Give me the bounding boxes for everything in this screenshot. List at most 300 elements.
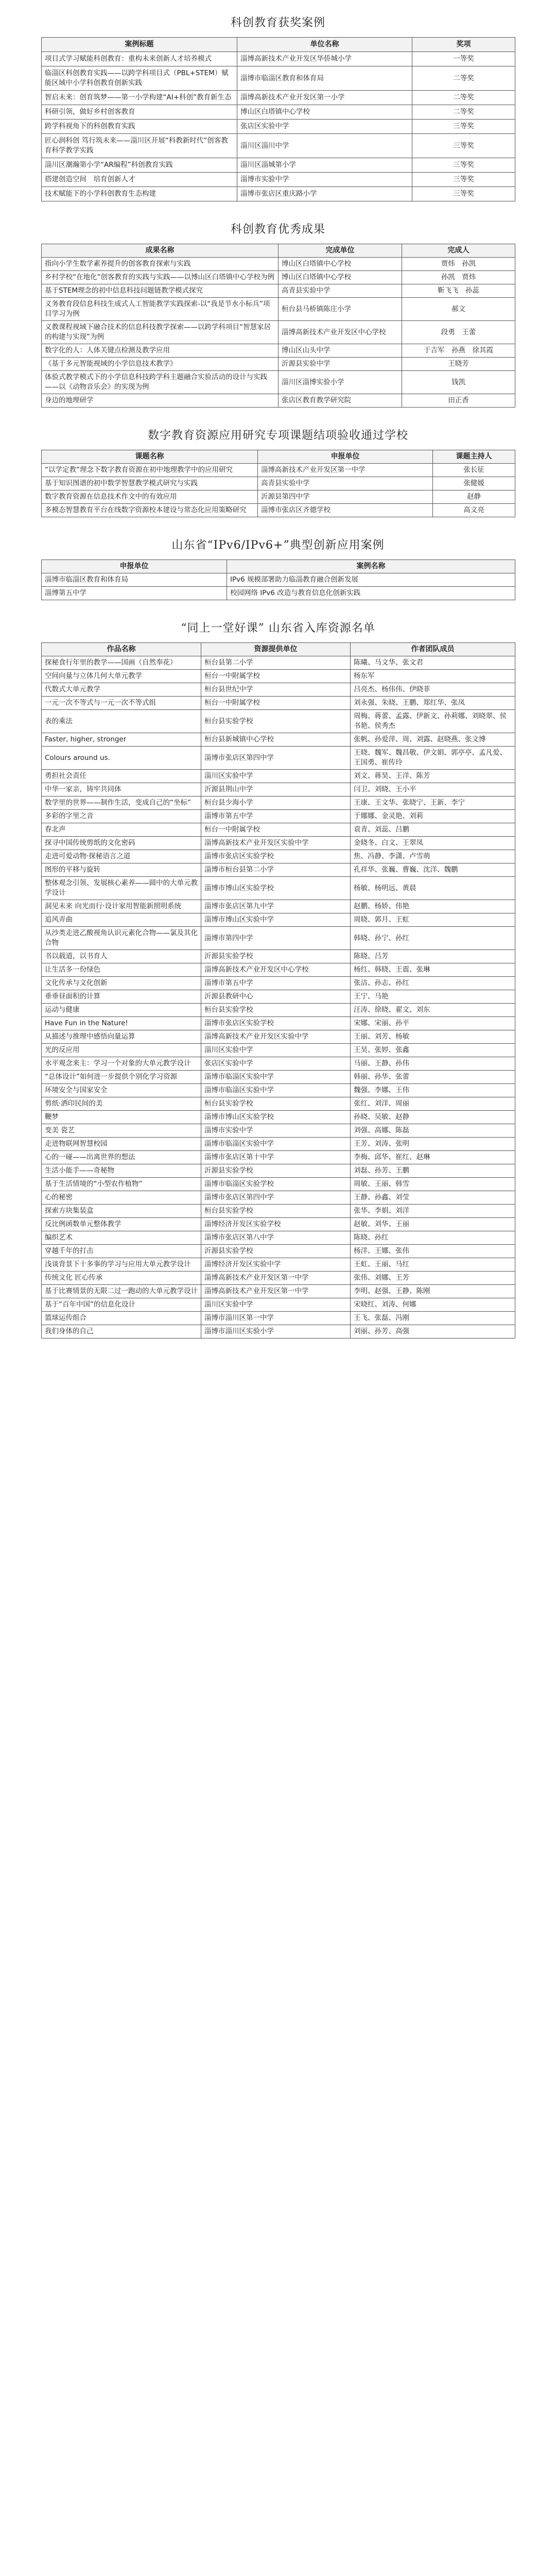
table-cell: 赵敏、刘华、王丽 [351,1218,515,1231]
table-cell: 淄博市临淄区实验中学 [201,1138,351,1151]
table-cell: 闫卫、刘晓、王小平 [351,783,515,796]
table-row [42,358,515,371]
table-cell: 田正香 [402,394,515,408]
table-cell: 刘文、蒋昊、王洋、陈芳 [351,770,515,783]
table-cell: 刘强、高娜、陈磊 [351,1124,515,1138]
table-cell: 数字教育资源在信息技术作文中的有效应用 [42,490,258,504]
table-cell: 《基于多元智能视域的小学信息技术教学》 [42,358,279,371]
table-header-row [42,450,515,464]
table-cell: 桓台一中附属学校 [201,823,351,837]
table-row [42,670,515,683]
table-cell: 传统文化 匠心传承 [42,1272,201,1285]
table-cell: 张洁、孙志、孙红 [351,977,515,990]
table-cell: 王晓芳 [402,358,515,371]
table-cell: 二等奖 [412,91,515,105]
table-cell: 沂源县实验中学 [279,358,402,371]
table-row [42,733,515,747]
table-cell: 王静、孙鑫、刘莹 [351,1191,515,1205]
table-row [42,504,515,517]
table-cell: 水平观念来主：学习一个对象的大单元教学设计 [42,1057,201,1071]
table-cell: 身边的地理研学 [42,394,279,408]
table-cell: 桓台县新城镇中心学校 [201,733,351,747]
table-cell: 中华一家亲，铸牢共同体 [42,783,201,796]
table-cell: 张帆、孙爱萍、周、刘露、赵晓燕、张文博 [351,733,515,747]
table-cell: 桓台县实验学校 [201,1205,351,1218]
shared-lesson-resources-table [41,642,515,1338]
table-row [42,477,515,490]
table-cell: 淄博市博山区实验中学 [201,913,351,927]
table-cell: 三等奖 [412,158,515,173]
table-cell: 魏强、李娜、王伟 [351,1084,515,1097]
table-row [42,747,515,770]
table-cell: 淄川区淄城第小学 [237,158,412,173]
table-row [42,796,515,810]
section-shared-lesson-resources [41,621,515,1338]
table-row [42,913,515,927]
table-cell: 让生活多一份绿色 [42,963,201,977]
table-cell: 探寻中国传统剪纸的文化密码 [42,837,201,850]
table-row [42,1218,515,1231]
table-cell: 韩晓、孙宁、孙红 [351,927,515,950]
table-row [42,490,515,504]
table-cell: Colours around us. [42,747,201,770]
table-row [42,877,515,900]
table-row [42,1325,515,1338]
table-row [42,464,515,477]
table-cell: 临淄区科创教育实践——以跨学科项目式（PBL+STEM）赋能区域中小学科创教育创新实践 [42,66,237,91]
table-cell: 勇担社会责任 [42,770,201,783]
table-cell: 杨东军 [351,670,515,683]
table-cell: 王芳、刘涛、张明 [351,1138,515,1151]
table-row [42,1285,515,1298]
table-cell: 二等奖 [412,66,515,91]
table-row [42,321,515,344]
table-cell: 淄博市张店区第四中学 [201,1191,351,1205]
table-cell: 袁青、刘蕊、吕鹏 [351,823,515,837]
table-cell: 一等奖 [412,52,515,66]
column-header: 完成单位 [279,244,402,258]
table-cell: “总体设计”如何进一步提供个别化学习资源 [42,1071,201,1084]
table-row [42,697,515,710]
table-cell: 博山区白塔镇中心学校 [237,105,412,120]
table-cell: 焦、冯静、李潇、卢雪萌 [351,850,515,863]
table-cell: 博山区白塔镇中心学校 [279,271,402,284]
column-header: 案例名称 [227,560,515,573]
table-cell: 沂源县实验学校 [201,950,351,963]
table-cell: 桓台县马桥镇陈庄小学 [279,298,402,321]
table-cell: 基于比赛情景的无限二过一跑动的大单元教学设计 [42,1285,201,1298]
table-cell: 淄博市临淄区实验中学 [201,1071,351,1084]
section-title: 科创教育优秀成果 [230,223,325,236]
table-cell: 淄川区淄川中学 [237,134,412,158]
table-cell: 淄博市张店区第八中学 [201,1231,351,1245]
table-cell: 淄川区淄博实验小学 [279,371,402,394]
table-cell: 淄博市张店区齐德学校 [258,504,433,517]
table-cell: 心的一碰——出离世界的想法 [42,1151,201,1164]
table-row [42,656,515,670]
table-row [42,587,515,600]
table-cell: 淄博市临淄区教育和体育局 [42,573,227,587]
table-cell: 高青县实验中学 [258,477,433,490]
table-cell: 从描述与推理中感悟向量运算 [42,1030,201,1044]
table-cell: Have Fun in the Nature! [42,1017,201,1030]
table-cell: 淄博经济开发区实验学校 [201,1218,351,1231]
table-row [42,1164,515,1178]
table-row [42,927,515,950]
table-row [42,837,515,850]
table-cell: 表的乘法 [42,710,201,733]
section-ipv6-cases [41,538,515,600]
table-cell: 穿越千年的打击 [42,1245,201,1258]
table-row [42,1191,515,1205]
table-cell: 张店区实验中学 [201,1057,351,1071]
table-cell: 桓台一中附属学校 [201,670,351,683]
table-cell: 桓台县实验学校 [201,1097,351,1111]
table-cell: 淄博市第四中学 [201,927,351,950]
table-row [42,105,515,120]
section-title: “同上一堂好课” 山东省入库资源名单 [181,622,375,635]
table-cell: 吕亮杰、杨伟伟、伊晓菲 [351,683,515,697]
table-cell: 义教课程视域下融合技术的信息科技教学探索——以跨学科项目“智慧家居的构建与实现”为例 [42,321,279,344]
section-award-cases [41,15,515,201]
table-cell: 李明、赵强、王静、陈刚 [351,1285,515,1298]
table-cell: 沂源县实验学校 [201,1245,351,1258]
section-title: 科创教育获奖案例 [230,16,325,29]
table-cell: 淄博高新技术产业开发区第一中学 [258,464,433,477]
column-header: 成果名称 [42,244,279,258]
table-row [42,1124,515,1138]
table-cell: 数字化的人：人体关键点检测及教学应用 [42,344,279,358]
table-cell: 淄博市张店区实验学校 [201,1017,351,1030]
table-cell: 淄博高新技术产业开发区中心学校 [279,321,402,344]
table-row [42,1097,515,1111]
table-cell: 技术赋能下的小学科创教育生态构建 [42,187,237,201]
table-cell: 沂源县第四中学 [258,490,433,504]
table-cell: 环境安全与国家安全 [42,1084,201,1097]
table-cell: 淄博市张店区第四中学 [201,747,351,770]
table-cell: 整体观念引领、发展核心素养——圆中的大单元教学设计 [42,877,201,900]
table-cell: 沂源县教研中心 [201,990,351,1004]
table-row [42,173,515,187]
table-cell: 科研引领，做好乡村创客教育 [42,105,237,120]
table-row [42,810,515,823]
table-cell: 数学里的世界——制作生活，变成自己的“坐标” [42,796,201,810]
table-cell: 赵鹏、杨娇、伟艳 [351,900,515,913]
table-cell: 三等奖 [412,187,515,201]
table-cell: 春北声 [42,823,201,837]
column-header: 案例标题 [42,38,237,52]
table-row [42,950,515,963]
table-cell: 桓台县实验学校 [201,1004,351,1017]
ipv6-cases-table [41,560,515,600]
column-header: 单位名称 [237,38,412,52]
table-cell: 淄博市实验中学 [237,173,412,187]
table-row [42,770,515,783]
table-row [42,1111,515,1124]
table-cell: 淄博高新技术产业开发区实验中学 [201,1030,351,1044]
table-cell: 编织艺术 [42,1231,201,1245]
table-cell: 淄博高新技术产业开发区第一中学 [201,1285,351,1298]
table-cell: 博山区山头中学 [279,344,402,358]
table-cell: 淄博高新技术产业开发区中心学校 [201,963,351,977]
table-cell: 杨洋、王娜、张伟 [351,1245,515,1258]
table-row [42,1151,515,1164]
table-cell: 刘磊、孙芳、王鹏 [351,1164,515,1178]
section-title: 山东省“IPv6/IPv6+”典型创新应用案例 [171,539,385,552]
table-header-row [42,38,515,52]
table-cell: 杨红、韩晓、王震、张琳 [351,963,515,977]
table-cell: 张红、刘洋、周丽 [351,1097,515,1111]
table-cell: 宋晓红、刘涛、何娜 [351,1298,515,1312]
table-row [42,900,515,913]
table-cell: 淄博市张店区第十中学 [201,1151,351,1164]
table-cell: 淄川区实验中学 [201,1298,351,1312]
table-cell: 桓台县实验学校 [201,710,351,733]
table-cell: 匠心润科创 笃行筑未来——淄川区开展“科教新时代”创客教育科学教学实践 [42,134,237,158]
table-row [42,1138,515,1151]
table-row [42,823,515,837]
table-cell: 淄博市桓台县第二小学 [201,863,351,877]
table-row [42,683,515,697]
table-cell: 桓台县少海小学 [201,796,351,810]
table-cell: 走进可爱动物·探秘语言之道 [42,850,201,863]
table-cell: 我们身体的自己 [42,1325,201,1338]
table-row [42,52,515,66]
table-cell: 沂源县实验学校 [201,1164,351,1178]
table-cell: 追风弄曲 [42,913,201,927]
table-cell: 淄博市博山区实验学校 [201,877,351,900]
table-row [42,258,515,271]
table-row [42,344,515,358]
table-row [42,284,515,298]
table-row [42,298,515,321]
table-row [42,1272,515,1285]
table-cell: 韩丽、孙华、张蕾 [351,1071,515,1084]
table-cell: 淄博市淄川区实验小学 [201,1325,351,1338]
table-row [42,394,515,408]
table-row [42,710,515,733]
table-row [42,134,515,158]
column-header: 作品名称 [42,643,201,656]
table-cell: 多模态智慧教育平台在线数字资源校本建设与常态化应用策略研究 [42,504,258,517]
table-cell: 淄博市淄川区第一中学 [201,1312,351,1325]
table-cell: 空间向量与立体几何大单元教学 [42,670,201,683]
column-header: 申报单位 [42,560,227,573]
table-cell: “以学定教”理念下数字教育资源在初中地理教学中的应用研究 [42,464,258,477]
table-row [42,1030,515,1044]
table-row [42,1057,515,1071]
table-cell: 指向小学生数学素养提升的创客教育探索与实践 [42,258,279,271]
table-cell: 淄川区实验中学 [201,770,351,783]
table-cell: 张店区教育教学研究院 [279,394,402,408]
table-cell: 淄博市张店区重庆路小学 [237,187,412,201]
column-header: 奖项 [412,38,515,52]
table-row [42,1004,515,1017]
table-row [42,66,515,91]
table-cell: 淄博市临淄区实验中学 [201,1084,351,1097]
table-row [42,120,515,134]
table-cell: 钱凯 [402,371,515,394]
table-cell: 汪涛、徐晓、翟文、刘东 [351,1004,515,1017]
table-cell: 段勇 王蕾 [402,321,515,344]
section-research-projects [41,428,515,517]
column-header: 作者团队成员 [351,643,515,656]
table-cell: 淄博高新技术产业开发区实验中学 [201,837,351,850]
table-cell: 项目式学习赋能科创教育：重构未来创新人才培养模式 [42,52,237,66]
table-cell: 浅谈背景下十多事的学习与应用大单元教学设计 [42,1258,201,1272]
table-cell: 多彩的字里之音 [42,810,201,823]
table-cell: 走进物联网智慧校园 [42,1138,201,1151]
table-cell: 运动与健康 [42,1004,201,1017]
table-cell: 郝文 [402,298,515,321]
table-row [42,1071,515,1084]
table-cell: 三等奖 [412,173,515,187]
table-cell: 王康、王文华、张晓宁、王新、李宁 [351,796,515,810]
table-cell: 鞭梦 [42,1111,201,1124]
table-row [42,1231,515,1245]
table-cell: 探索方块集装盒 [42,1205,201,1218]
table-cell: 搭建创造空间 培育创新人才 [42,173,237,187]
table-cell: 刘丽、孙芳、高强 [351,1325,515,1338]
table-row [42,963,515,977]
table-cell: 金晓冬、白文、王翠凤 [351,837,515,850]
table-cell: 于吉军 孙燕 徐其霞 [402,344,515,358]
table-cell: 沂源县荆山中学 [201,783,351,796]
table-row [42,1312,515,1325]
table-cell: 博山区白塔镇中心学校 [279,258,402,271]
table-row [42,1298,515,1312]
table-cell: 张伟、刘娜、王芳 [351,1272,515,1285]
table-cell: 张健媛 [433,477,515,490]
table-cell: 淄博市博山区实验学校 [201,1111,351,1124]
table-cell: 淄博高新技术产业开发区华侨城小学 [237,52,412,66]
table-cell: 王飞、张磊、冯刚 [351,1312,515,1325]
table-cell: 乡村学校“在地化”创客教育的实践与实践——以博山区白塔镇中心学校为例 [42,271,279,284]
table-row [42,1017,515,1030]
table-cell: 基于生活情境的“小型农作植物” [42,1178,201,1191]
table-cell: 三等奖 [412,120,515,134]
column-header: 完成人 [402,244,515,258]
table-cell: 贾炜 孙凯 [402,258,515,271]
table-cell: 刘永强、朱晓、王鹏、郑红华、张凤 [351,697,515,710]
table-cell: 王宁、马艳 [351,990,515,1004]
table-cell: 光的反应用 [42,1044,201,1057]
research-projects-table [41,450,515,517]
table-cell: 王丽、刘芳、杨敏 [351,1030,515,1044]
column-header: 课题主持人 [433,450,515,464]
table-row [42,1044,515,1057]
table-row [42,977,515,990]
table-cell: 二等奖 [412,105,515,120]
table-cell: 孙晓、吴敏、赵静 [351,1111,515,1124]
table-row [42,1258,515,1272]
table-cell: 淄博经济开发区实验中学 [201,1258,351,1272]
table-cell: 文化传承与文化创新 [42,977,201,990]
table-cell: 淄川区潮瀚第小学“AR编程”科创教育实践 [42,158,237,173]
table-row [42,91,515,105]
table-cell: 周晓、郭月、王虹 [351,913,515,927]
table-cell: 剪纸·洒印民间的美 [42,1097,201,1111]
table-cell: 基于STEM理念的初中信息科技问题链教学模式探究 [42,284,279,298]
table-cell: 淄博市第五中学 [201,977,351,990]
section-outstanding-results [41,222,515,408]
award-cases-table [41,37,515,201]
table-cell: 心的秘密 [42,1191,201,1205]
table-row [42,371,515,394]
table-cell: 校园网络 IPv6 改造与教育信息化创新实践 [227,587,515,600]
table-row [42,990,515,1004]
outstanding-results-table [41,244,515,408]
table-cell: 淄博高新技术产业开发区第一中学 [201,1272,351,1285]
table-cell: 孙凯 贾炜 [402,271,515,284]
table-cell: 宋娜、宋丽、孙平 [351,1017,515,1030]
table-cell: 高文亮 [433,504,515,517]
table-cell: 三等奖 [412,134,515,158]
table-cell: 义务教育段信息科技生成式人工智能教学实践探索-以“我是节水小标兵”项目学习为例 [42,298,279,321]
table-row [42,1084,515,1097]
table-cell: 桓台县第二小学 [201,656,351,670]
table-row [42,1245,515,1258]
table-row [42,850,515,863]
table-cell: 淄博市实验中学 [201,1124,351,1138]
table-cell: 王虹、王丽、马红 [351,1258,515,1272]
table-cell: 淄博高新技术产业开发区第一小学 [237,91,412,105]
table-cell: 淄博第五中学 [42,587,227,600]
table-cell: 变美 瓷艺 [42,1124,201,1138]
table-cell: 张长征 [433,464,515,477]
table-cell: 孔祥华、张巍、曹巍、沈洋、魏鹏 [351,863,515,877]
table-cell: 智启未来：创育筑梦——第一小学构建“AI+科创”教育新生态 [42,91,237,105]
column-header: 资源提供单位 [201,643,351,656]
table-cell: Faster, higher, stronger [42,733,201,747]
table-cell: 淄博市临淄区实验学校 [201,1178,351,1191]
table-cell: 周敏、王丽、韩雪 [351,1178,515,1191]
section-title: 数字教育资源应用研究专项课题结项验收通过学校 [147,429,408,442]
table-cell: 淄博市临淄区教育和体育局 [237,66,412,91]
table-row [42,1205,515,1218]
column-header: 课题名称 [42,450,258,464]
table-cell: 王昊、张婷、张鑫 [351,1044,515,1057]
table-cell: 反比例函数单元整体教学 [42,1218,201,1231]
table-cell: 生活小能手——奇秘物 [42,1164,201,1178]
table-cell: 淄博市张店区第九中学 [201,900,351,913]
table-cell: 基于知识图谱的初中数学智慧教学模式研究与实践 [42,477,258,490]
column-header: 申报单位 [258,450,433,464]
table-cell: 淄博市张店区实验学校 [201,850,351,863]
table-cell: 陈晓、吕芳 [351,950,515,963]
table-cell: 周梅、蒋蕾、孟露、伊新文、孙莉娜、刘晓翠、侯书艳、侯秀杰 [351,710,515,733]
table-cell: 淄博市第五中学 [201,810,351,823]
table-cell: 跨学科视角下的科创教育实践 [42,120,237,134]
table-row [42,158,515,173]
table-cell: 桓台一中附属学校 [201,697,351,710]
table-row [42,187,515,201]
table-row [42,783,515,796]
table-row [42,573,515,587]
table-cell: 书以载道，以书育人 [42,950,201,963]
table-cell: 代数式大单元教学 [42,683,201,697]
table-cell: 基于“百年中国”的信息化设计 [42,1298,201,1312]
table-cell: 赵静 [433,490,515,504]
table-cell: 马丽、王静、孙伟 [351,1057,515,1071]
table-cell: 靳飞飞 孙蕊 [402,284,515,298]
table-cell: 张华、李娟、刘洋 [351,1205,515,1218]
table-cell: IPv6 规模部署助力临淄教育融合创新发展 [227,573,515,587]
table-cell: 垂垂昼面积的计算 [42,990,201,1004]
table-cell: 探秘食行年里的教学——国画（自然奉花） [42,656,201,670]
table-cell: 于娜娜、金灵艳、刘莉 [351,810,515,823]
table-cell: 桓台县世纪中学 [201,683,351,697]
